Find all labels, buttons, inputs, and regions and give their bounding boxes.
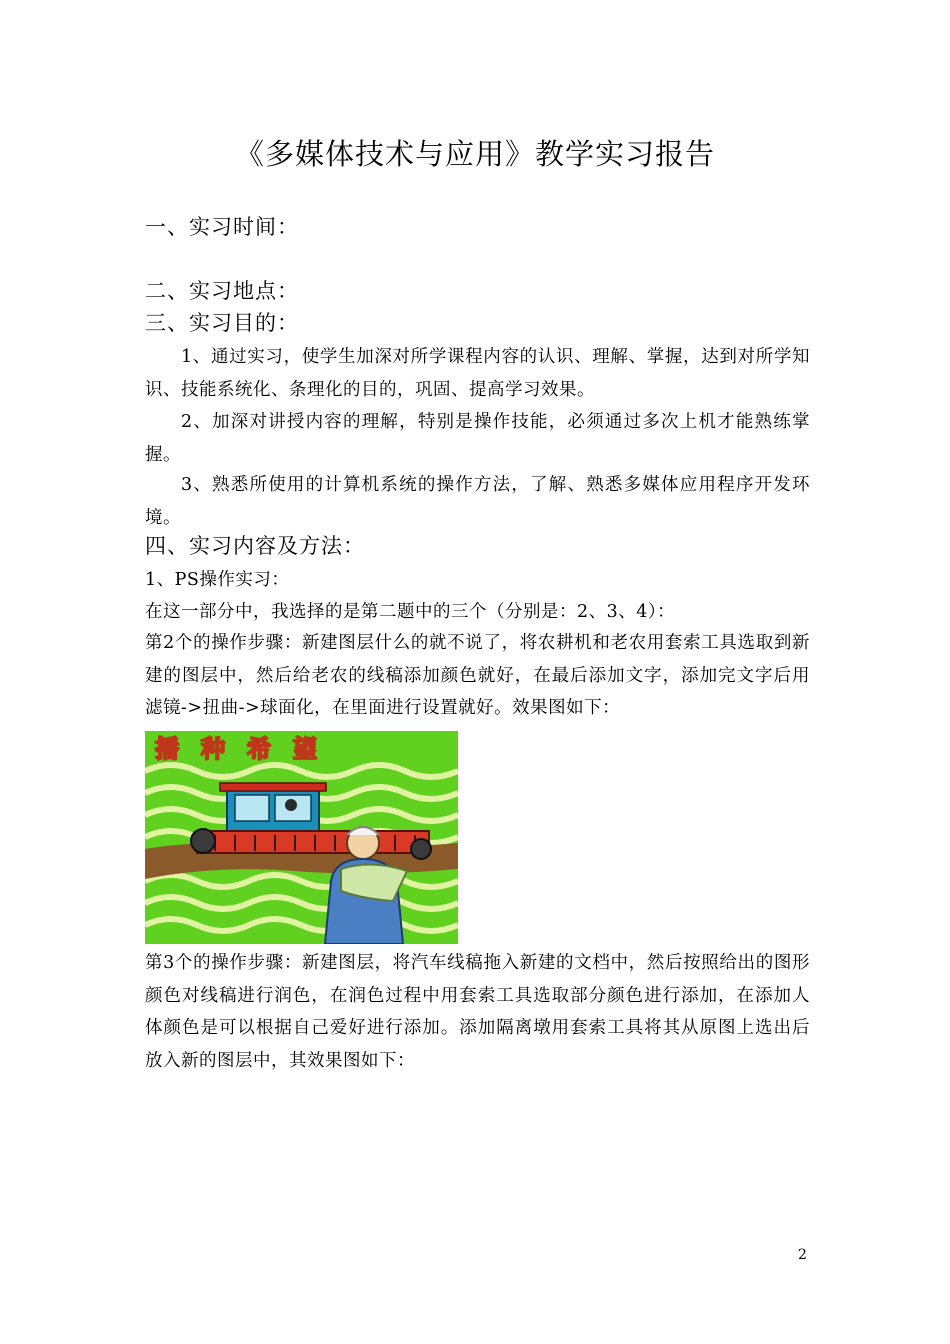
purpose-item-3: 3、熟悉所使用的计算机系统的操作方法，了解、熟悉多媒体应用程序开发环境。: [145, 475, 810, 528]
page-number: 2: [798, 1247, 807, 1263]
section-heading-place: 二、实习地点：: [145, 279, 299, 303]
section-heading-content: 四、实习内容及方法：: [145, 534, 365, 558]
step2-paragraph: 第2个的操作步骤：新建图层什么的就不说了，将农耕机和老农用套索工具选取到新建的图层中，然后给老农的线稿添加颜色就好，在最后添加文字，添加完文字后用滤镜->扭曲->球面化，在里面进行设置就好。效果图如下：: [145, 633, 810, 718]
purpose-item-1: 1、通过实习，使学生加深对所学课程内容的认识、理解、掌握，达到对所学知识、技能系统化、条理化的目的，巩固、提高学习效果。: [145, 347, 810, 400]
ps-intro: 在这一部分中，我选择的是第二题中的三个（分别是：2、3、4）：: [145, 602, 676, 622]
section-heading-purpose: 三、实习目的：: [145, 311, 299, 335]
document-title: 《多媒体技术与应用》教学实习报告: [234, 137, 715, 171]
figure-caption-text: 播种希望: [155, 735, 339, 763]
effect-image-sowing-hope: [145, 731, 458, 944]
purpose-item-2: 2、加深对讲授内容的理解，特别是操作技能，必须通过多次上机才能熟练掌握。: [145, 412, 810, 465]
step3-paragraph: 第3个的操作步骤：新建图层，将汽车线稿拖入新建的文档中，然后按照给出的图形颜色对线稿进行润色，在润色过程中用套索工具选取部分颜色进行添加，在添加人体颜色是可以根据自己爱好进行添加。添加隔离墩用套索工具将其从原图上选出后放入新的图层中，其效果图如下：: [145, 953, 810, 1071]
ps-heading: 1、PS操作实习：: [145, 570, 290, 590]
section-heading-time: 一、实习时间：: [145, 215, 299, 239]
